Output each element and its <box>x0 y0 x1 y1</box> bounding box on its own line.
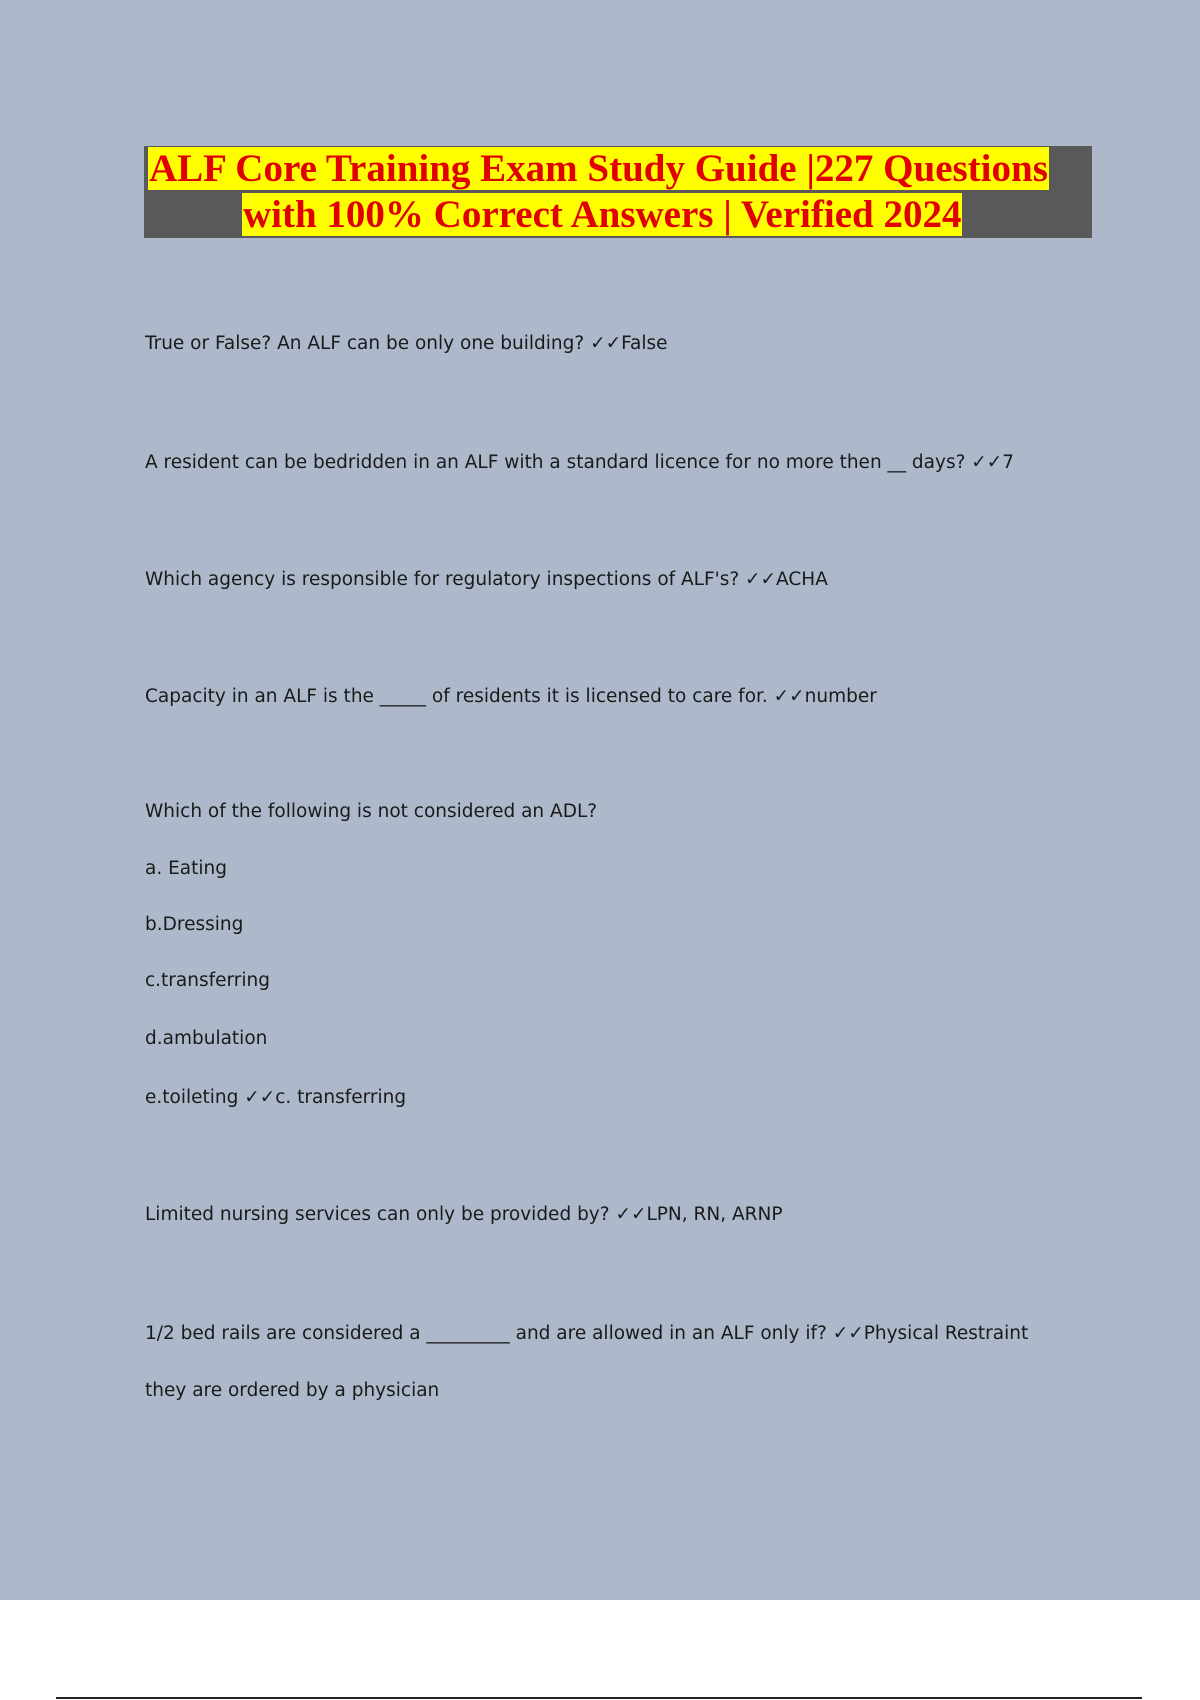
question-2: A resident can be bedridden in an ALF with a standard licence for no more then __ days? ✓✓7 <box>145 452 1015 473</box>
document-title-line-1 <box>148 146 1049 192</box>
option-e-with-answer: e.toileting ✓✓c. transferring <box>145 1087 407 1108</box>
footer-divider <box>56 1697 1142 1699</box>
question-6: Limited nursing services can only be provided by? ✓✓LPN, RN, ARNP <box>145 1204 783 1225</box>
option-b: b.Dressing <box>145 914 244 935</box>
question-7: 1/2 bed rails are considered a _________ and are allowed in an ALF only if? ✓✓Physical Restraint <box>145 1323 1029 1344</box>
question-5: Which of the following is not considered an ADL? <box>145 801 598 822</box>
option-d: d.ambulation <box>145 1028 268 1049</box>
option-c: c.transferring <box>145 970 271 991</box>
option-a: a. Eating <box>145 858 227 879</box>
question-4: Capacity in an ALF is the _____ of residents it is licensed to care for. ✓✓number <box>145 686 877 707</box>
question-7-continued: they are ordered by a physician <box>145 1380 440 1401</box>
question-1: True or False? An ALF can be only one building? ✓✓False <box>145 333 668 354</box>
title-line-2-text: with 100% Correct Answers | Verified 2024 <box>243 193 962 236</box>
question-3: Which agency is responsible for regulatory inspections of ALF's? ✓✓ACHA <box>145 569 828 590</box>
document-title-line-2 <box>242 192 962 238</box>
title-line-1-text: ALF Core Training Exam Study Guide |227 Questions <box>149 147 1048 190</box>
